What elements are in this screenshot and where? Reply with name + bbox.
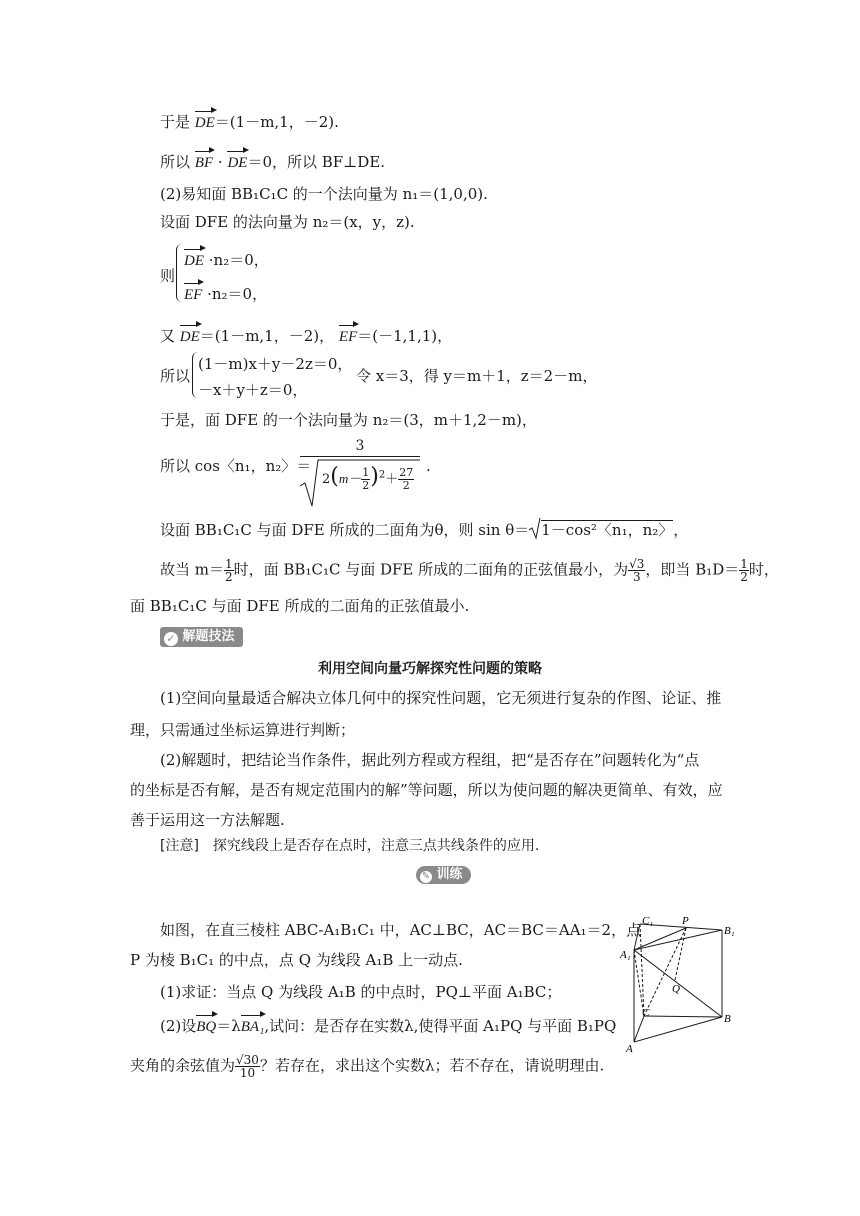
text: ？若存在，求出这个实数λ；若不存在，请说明理由. (259, 1056, 605, 1075)
vector-de: DE (184, 253, 204, 269)
pencil-icon: ✎ (421, 871, 431, 882)
text: 时，面 BB₁C₁C 与面 DFE 所成的二面角的正弦值最小，为 (233, 560, 629, 579)
vector-de: DE (194, 115, 215, 131)
check-icon: ✓ (164, 632, 178, 646)
then-label: 则 (160, 267, 176, 285)
text: 时， (748, 560, 779, 579)
text: ·n₂＝0， (207, 285, 268, 303)
training-badge (416, 866, 471, 884)
text: 1 (225, 557, 233, 571)
system-1-row-1 (184, 250, 269, 271)
text: 10 (239, 1066, 256, 1080)
vector-de: DE (179, 329, 200, 345)
text: 训练 (436, 867, 463, 882)
exercise-line-1: 如图，在直三棱柱 ABC-A₁B₁C₁ 中，AC⊥BC，AC＝BC＝AA₁＝2，点 (160, 921, 642, 939)
text: 27 (399, 466, 414, 479)
text: 解题技法 (182, 629, 235, 644)
method-p1-b: 理，只需通过坐标运算进行判断； (130, 721, 356, 739)
vector-ef: EF (338, 329, 358, 345)
cos-numerator: 3 (355, 438, 365, 454)
label-b: B (724, 1013, 731, 1025)
brace (176, 244, 184, 302)
text: 所以 (160, 153, 191, 171)
text: 1－cos²〈n₁，n₂〉 (541, 521, 674, 539)
text: ·n₂＝0， (208, 251, 269, 269)
exercise-line-5 (130, 1054, 604, 1079)
line-6 (160, 326, 452, 347)
vector-ef: EF (184, 287, 203, 303)
text: 设面 BB₁C₁C 与面 DFE 所成的二面角为θ，则 sin θ＝ (160, 521, 530, 539)
text: 2 (740, 570, 748, 584)
vector-de: DE (227, 155, 248, 171)
method-p1-a: (1)空间向量最适合解决立体几何中的探究性问题，它无须进行复杂的作图、论证、推 (160, 689, 722, 707)
text: ＝(1－m,1，－2)， (199, 327, 335, 345)
text: ＋ (385, 472, 399, 487)
text: 2 (362, 479, 370, 492)
note: [注意] 探究线段上是否存在点时，注意三点共线条件的应用. (160, 838, 540, 854)
system-1-row-2 (184, 284, 267, 305)
method-p2-b: 的坐标是否有解，是否有规定范围内的解”等问题，所以为使问题的解决更简单、有效，应 (130, 781, 723, 799)
text: ＝(1－m,1，－2). (214, 113, 339, 131)
line-11 (160, 558, 779, 583)
line-10: 设面 BB₁C₁C 与面 DFE 所成的二面角为θ，则 sin θ＝ 1－cos²〈n₁，n₂〉， (160, 520, 688, 540)
line-4: 设面 DFE 的法向量为 n₂＝(x，y，z). (160, 213, 415, 231)
exercise-line-2: P 为棱 B₁C₁ 的中点，点 Q 为线段 A₁B 上一动点. (130, 951, 463, 969)
label-b1: B₁ (724, 925, 735, 937)
exercise-line-4 (160, 1016, 616, 1037)
line-8: 于是，面 DFE 的一个法向量为 n₂＝(3，m＋1,2－m)， (160, 411, 537, 429)
prism-figure (618, 912, 748, 1062)
label-a: A (626, 1043, 633, 1055)
sqrt-expression (529, 520, 673, 540)
label-c1: C₁ (642, 915, 654, 927)
text: ＝λ (216, 1017, 241, 1035)
substitution: 令 x＝3，得 y＝m＋1，z＝2－m， (356, 367, 598, 385)
line-3: (2)易知面 BB₁C₁C 的一个法向量为 n₁＝(1,0,0). (160, 185, 488, 203)
method-p2-a: (2)解题时，把结论当作条件，据此列方程或方程组，把“是否存在”问题转化为“点 (160, 751, 700, 769)
period: . (426, 457, 431, 475)
label-a1: A₁ (620, 949, 631, 961)
text: ，即当 B₁D＝ (645, 560, 740, 579)
text: 2 (322, 472, 331, 487)
text: (2)设 (160, 1017, 197, 1035)
text: 故当 m＝ (160, 560, 224, 579)
method-title: 利用空间向量巧解探究性问题的策略 (318, 661, 542, 677)
vector-bq: BQ (196, 1019, 217, 1035)
text: m－ (338, 471, 362, 486)
line-1 (160, 112, 339, 133)
system-2-row-1: (1－m)x＋y－2z＝0， (198, 355, 353, 373)
text: 1 (362, 466, 370, 479)
text: 又 (160, 327, 176, 345)
cos-fraction (300, 438, 420, 492)
label-p: P (682, 915, 689, 927)
cos-label: 所以 cos〈n₁，n₂〉＝ (160, 457, 312, 475)
text: √3 (629, 557, 645, 571)
text: ＝0，所以 BF⊥DE. (247, 153, 386, 171)
label-c: C (642, 1007, 650, 1019)
cos-denominator: 2(m－ $\frac{1}{2}$ )$^2$＋ $\frac{27}{2}$ (322, 464, 414, 492)
text: 3 (632, 570, 641, 584)
text: √30 (236, 1053, 259, 1067)
text: ＝(－1,1,1)， (357, 327, 453, 345)
text: 夹角的余弦值为 (130, 1056, 236, 1075)
text: 1 (740, 557, 748, 571)
text: 于是 (160, 113, 191, 131)
text: ,试问：是否存在实数λ,使得平面 A₁PQ 与平面 B₁PQ (264, 1017, 617, 1035)
text: 2 (402, 479, 410, 492)
method-badge (160, 627, 243, 647)
method-p2-c: 善于运用这一方法解题. (130, 811, 285, 829)
system-2-row-2: －x＋y＋z＝0， (198, 381, 308, 399)
exercise-line-3: (1)求证：当点 Q 为线段 A₁B 的中点时，PQ⊥平面 A₁BC； (160, 983, 562, 1001)
vector-ba1: BA₁ (240, 1019, 265, 1035)
text: 2 (225, 570, 233, 584)
line-2: 所以 BF · DE＝0，所以 BF⊥DE. (160, 153, 386, 171)
vector-bf: BF (194, 155, 214, 171)
so-label: 所以 (160, 367, 191, 385)
line-12: 面 BB₁C₁C 与面 DFE 所成的二面角的正弦值最小. (130, 597, 470, 615)
label-q: Q (672, 983, 680, 995)
